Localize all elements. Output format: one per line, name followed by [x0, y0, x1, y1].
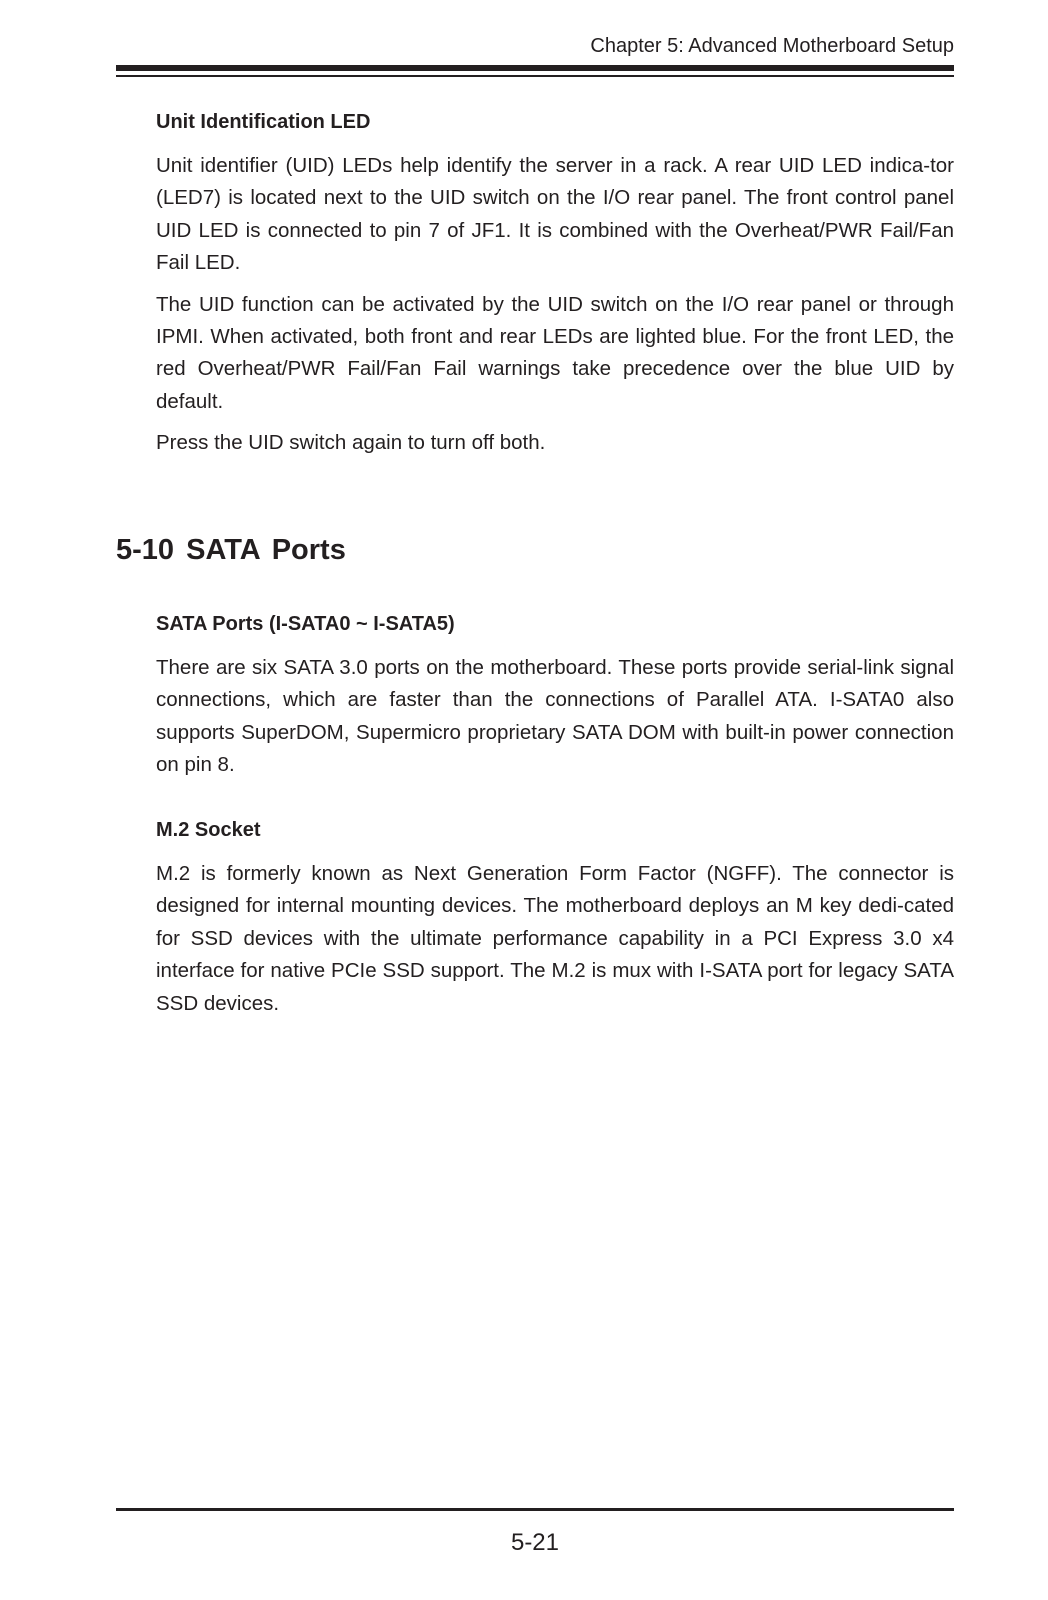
m2-socket-section: [156, 816, 954, 1029]
header-rule-thin: [116, 75, 954, 77]
running-header: Chapter 5: Advanced Motherboard Setup: [590, 35, 954, 57]
page-number: 5-21: [510, 1529, 560, 1556]
footer-rule: [116, 1508, 954, 1511]
uid-led-section: [156, 108, 954, 469]
uid-led-paragraph-1: Unit identifier (UID) LEDs help identify the server in a rack. A rear UID LED indica-tor (LED7) is located next to the UID switch on the I/O rear panel. The front control panel UID LED is connected to pin 7 of JF1. It is combined with the Overheat/PWR Fail/Fan Fail LED.: [156, 154, 954, 275]
sata-ports-heading: SATA Ports (I-SATA0 ~ I-SATA5): [156, 613, 455, 635]
section-title: 5-10 SATA Ports: [116, 534, 346, 566]
sata-ports-paragraph: There are six SATA 3.0 ports on the motherboard. These ports provide serial-link signal connections, which are faster than the connections of Parallel ATA. I-SATA0 also supports SuperDOM, Supermicro proprietary SATA DOM with built-in power connection on pin 8.: [156, 656, 954, 777]
uid-led-paragraph-3: Press the UID switch again to turn off both.: [156, 431, 546, 455]
m2-socket-paragraph: M.2 is formerly known as Next Generation Form Factor (NGFF). The connector is designed for internal mounting devices. The motherboard deploys an M key dedi-cated for SSD devices with the ultimate performance capability in a PCI Express 3.0 x4 interface for native PCIe SSD support. The M.2 is mux with I-SATA port for legacy SATA SSD devices.: [156, 862, 954, 1015]
uid-led-paragraph-2: The UID function can be activated by the UID switch on the I/O rear panel or through IPMI. When activated, both front and rear LEDs are lighted blue. For the front LED, the red Overheat/PWR Fail/Fan Fail warnings take precedence over the blue UID by default.: [156, 292, 954, 413]
m2-socket-heading: M.2 Socket: [156, 819, 261, 841]
uid-led-heading: Unit Identification LED: [156, 111, 371, 133]
header-rule: [116, 65, 954, 71]
sata-ports-section: [156, 610, 954, 791]
